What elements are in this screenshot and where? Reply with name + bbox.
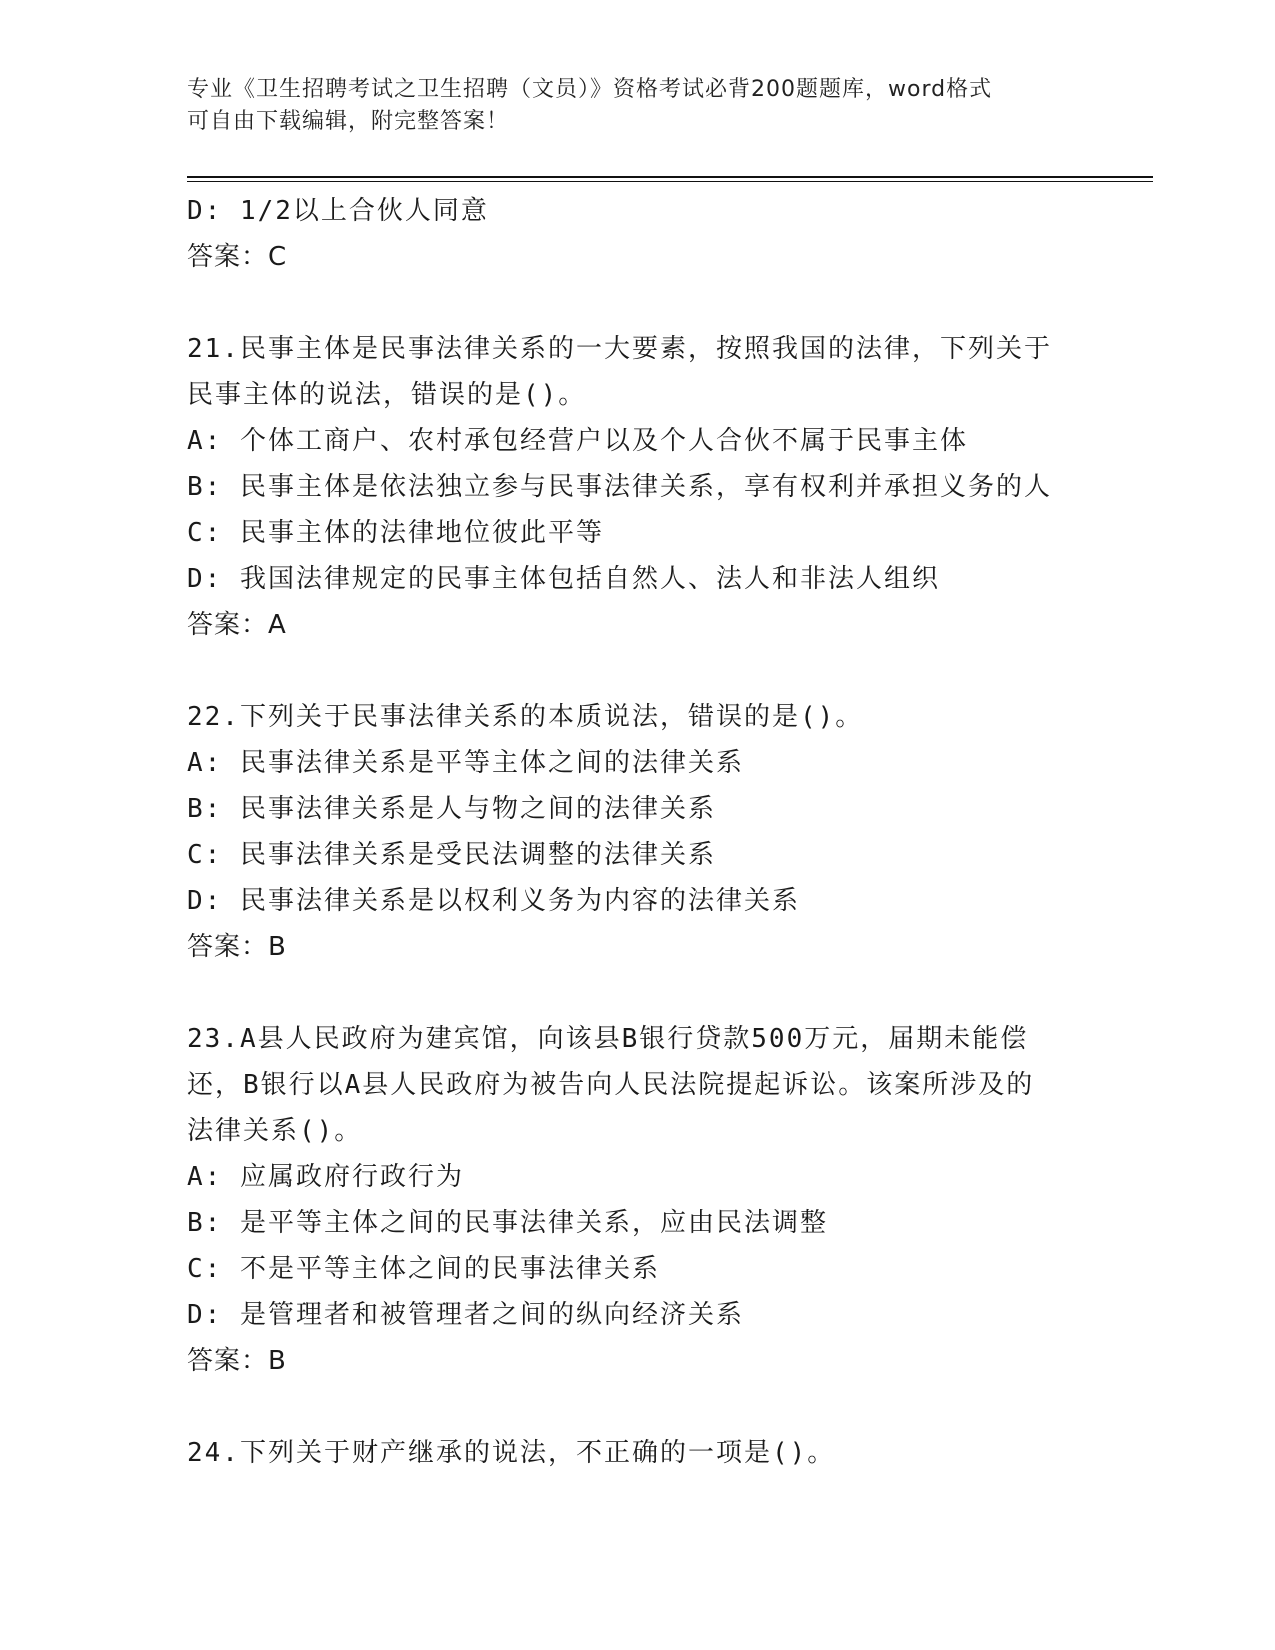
- document-header: [187, 74, 1067, 138]
- q21-option-c: C: 民事主体的法律地位彼此平等: [187, 518, 604, 548]
- q24-stem-line-1: 24.下列关于财产继承的说法，不正确的一项是()。: [187, 1438, 836, 1468]
- q21-stem-line-1: 21.民事主体是民事法律关系的一大要素，按照我国的法律，下列关于: [187, 334, 1052, 364]
- q22-option-c: C: 民事法律关系是受民法调整的法律关系: [187, 840, 716, 870]
- q23-answer: 答案：B: [187, 1346, 287, 1376]
- header-divider-thin: [187, 181, 1153, 182]
- q23-option-a: A: 应属政府行政行为: [187, 1162, 464, 1192]
- q20-option-d: D: 1/2以上合伙人同意: [187, 196, 489, 226]
- q23-option-c: C: 不是平等主体之间的民事法律关系: [187, 1254, 660, 1284]
- q23-option-b: B: 是平等主体之间的民事法律关系，应由民法调整: [187, 1208, 828, 1238]
- spacer: [187, 648, 1137, 694]
- q22-answer: 答案：B: [187, 932, 287, 962]
- spacer: [187, 1384, 1137, 1430]
- question-24: [187, 1430, 1137, 1476]
- q21-option-d: D: 我国法律规定的民事主体包括自然人、法人和非法人组织: [187, 564, 940, 594]
- header-title-line-1: 专业《卫生招聘考试之卫生招聘（文员）》资格考试必背200题题库，word格式: [187, 77, 993, 102]
- question-23: [187, 1016, 1137, 1384]
- spacer: [187, 280, 1137, 326]
- q20-answer: 答案：C: [187, 242, 288, 272]
- q22-option-a: A: 民事法律关系是平等主体之间的法律关系: [187, 748, 744, 778]
- q21-option-a: A: 个体工商户、农村承包经营户以及个人合伙不属于民事主体: [187, 426, 968, 456]
- q23-stem-line-3: 法律关系()。: [187, 1116, 363, 1146]
- header-title-line-2: 可自由下载编辑，附完整答案！: [187, 109, 510, 134]
- q23-option-d: D: 是管理者和被管理者之间的纵向经济关系: [187, 1300, 744, 1330]
- spacer: [187, 970, 1137, 1016]
- question-content: [187, 188, 1137, 1476]
- question-22: [187, 694, 1137, 970]
- q23-stem-line-2: 还，B银行以A县人民政府为被告向人民法院提起诉讼。该案所涉及的: [187, 1070, 1035, 1100]
- q22-option-d: D: 民事法律关系是以权利义务为内容的法律关系: [187, 886, 800, 916]
- q21-stem-line-2: 民事主体的说法，错误的是()。: [187, 380, 587, 410]
- question-21: [187, 326, 1137, 648]
- q23-stem-line-1: 23.A县人民政府为建宾馆，向该县B银行贷款500万元，届期未能偿: [187, 1024, 1029, 1054]
- q21-answer: 答案：A: [187, 610, 287, 640]
- q22-stem-line-1: 22.下列关于民事法律关系的本质说法，错误的是()。: [187, 702, 864, 732]
- q22-option-b: B: 民事法律关系是人与物之间的法律关系: [187, 794, 716, 824]
- header-divider-thick: [187, 176, 1153, 178]
- q21-option-b: B: 民事主体是依法独立参与民事法律关系，享有权利并承担义务的人: [187, 472, 1052, 502]
